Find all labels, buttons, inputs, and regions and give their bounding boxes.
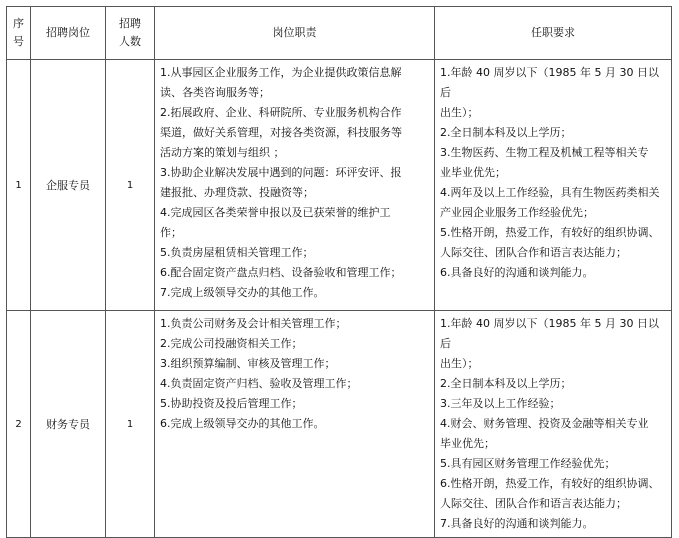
row-duties: [155, 311, 435, 538]
header-count-line1: 招聘: [119, 17, 141, 30]
duty-line: 1.负责公司财务及会计相关管理工作；: [160, 317, 347, 330]
requirement-line: 1.年龄 40 周岁以下（1985 年 5 月 30 日以后: [440, 317, 659, 350]
requirement-line: 3.三年及以上工作经验；: [440, 397, 561, 410]
duty-line: 读、各类咨询服务等；: [160, 86, 270, 99]
duty-line: 2.拓展政府、企业、科研院所、专业服务机构合作: [160, 106, 402, 119]
duty-line: 6.配合固定资产盘点归档、设备验收和管理工作；: [160, 266, 402, 279]
requirement-line: 2.全日制本科及以上学历；: [440, 377, 572, 390]
requirement-line: 毕业优先；: [440, 437, 495, 450]
row-seq: 1: [7, 60, 31, 311]
header-seq: [7, 7, 31, 60]
requirement-line: 6.具备良好的沟通和谈判能力。: [440, 266, 594, 279]
header-count: [106, 7, 155, 60]
duty-line: 渠道，做好关系管理，对接各类资源，科技服务等: [160, 126, 402, 139]
table-row: [7, 311, 672, 538]
requirement-line: 出生）；: [440, 357, 479, 370]
header-seq-line2: 号: [13, 35, 24, 48]
job-table-wrapper: [6, 6, 672, 538]
duty-line: 活动方案的策划与组织 ；: [160, 146, 285, 159]
duty-line: 5.协助投资及投后管理工作；: [160, 397, 303, 410]
duty-line: 6.完成上级领导交办的其他工作。: [160, 417, 325, 430]
row-position: 企服专员: [31, 60, 106, 311]
requirement-line: 出生）；: [440, 106, 479, 119]
duty-line: 5.负责房屋租赁相关管理工作；: [160, 246, 314, 259]
duty-line: 1.从事园区企业服务工作，为企业提供政策信息解: [160, 66, 402, 79]
row-count: 1: [106, 311, 155, 538]
header-position: 招聘岗位: [31, 7, 106, 60]
duty-line: 3.组织预算编制、审核及管理工作；: [160, 357, 336, 370]
header-requirements: 任职要求: [435, 7, 672, 60]
row-count: 1: [106, 60, 155, 311]
requirement-line: 5.性格开朗，热爱工作，有较好的组织协调、: [440, 226, 660, 239]
duty-line: 4.完成园区各类荣誉申报以及已获荣誉的维护工: [160, 206, 391, 219]
duty-line: 3.协助企业解决发展中遇到的问题：环评安评、报: [160, 166, 402, 179]
table-row: [7, 60, 672, 311]
row-position: 财务专员: [31, 311, 106, 538]
row-requirements: [435, 60, 672, 311]
requirement-line: 1.年龄 40 周岁以下（1985 年 5 月 30 日以后: [440, 66, 659, 99]
requirement-line: 3.生物医药、生物工程及机械工程等相关专: [440, 146, 649, 159]
requirement-line: 4.财会、财务管理、投资及金融等相关专业: [440, 417, 649, 430]
row-requirements: [435, 311, 672, 538]
recruitment-table: [6, 6, 672, 538]
requirement-line: 2.全日制本科及以上学历；: [440, 126, 572, 139]
header-count-line2: 人数: [119, 35, 141, 48]
header-duties: 岗位职责: [155, 7, 435, 60]
duty-line: 7.完成上级领导交办的其他工作。: [160, 286, 325, 299]
requirement-line: 4.两年及以上工作经验，具有生物医药类相关: [440, 186, 660, 199]
duty-line: 作；: [160, 226, 182, 239]
requirement-line: 人际交往、团队合作和语言表达能力；: [440, 497, 627, 510]
duty-line: 建报批、办理贷款、投融资等；: [160, 186, 314, 199]
duty-line: 2.完成公司投融资相关工作；: [160, 337, 303, 350]
duty-line: 4.负责固定资产归档、验收及管理工作；: [160, 377, 358, 390]
row-duties: [155, 60, 435, 311]
header-row: [7, 7, 672, 60]
requirement-line: 7.具备良好的沟通和谈判能力。: [440, 517, 594, 530]
requirement-line: 人际交往、团队合作和语言表达能力；: [440, 246, 627, 259]
header-seq-line1: 序: [13, 17, 24, 30]
requirement-line: 6.性格开朗，热爱工作，有较好的组织协调、: [440, 477, 660, 490]
requirement-line: 产业园企业服务工作经验优先；: [440, 206, 594, 219]
requirement-line: 5.具有园区财务管理工作经验优先；: [440, 457, 616, 470]
row-seq: 2: [7, 311, 31, 538]
requirement-line: 业毕业优先；: [440, 166, 506, 179]
